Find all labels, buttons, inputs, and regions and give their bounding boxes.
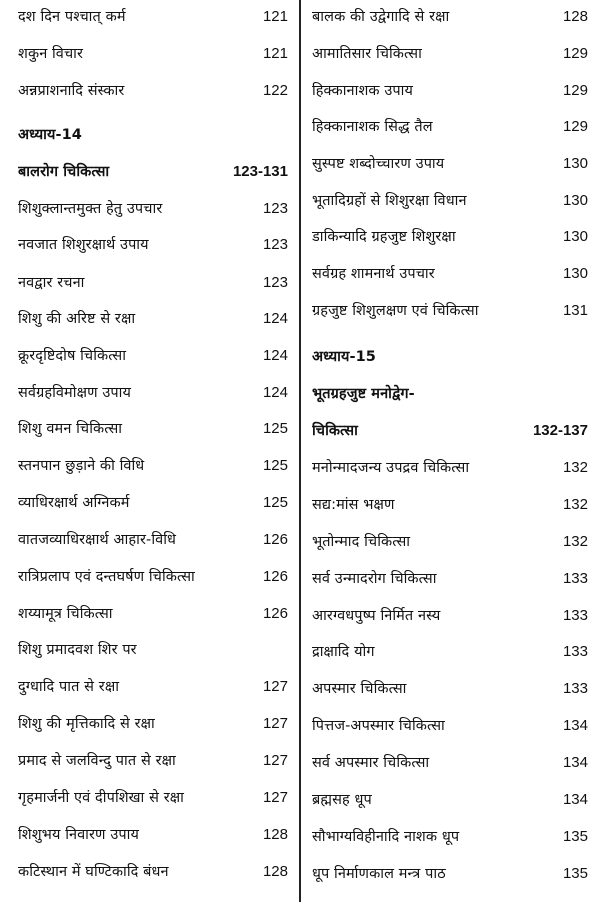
index-entry [18,198,288,218]
entry-page-number: 130 [562,228,588,245]
entry-page-number: 123 [262,200,288,217]
entry-page-number: 129 [562,82,588,99]
entry-title: अध्याय-14 [18,127,83,143]
entry-page-number: 126 [262,568,288,585]
entry-title: स्तनपान छुड़ाने की विधि [18,458,145,474]
entry-page-number: 127 [262,678,288,695]
right-index-column [312,0,588,902]
index-entry [312,752,588,772]
index-entry [312,531,588,551]
index-entry [18,382,288,402]
index-entry [18,861,288,881]
entry-title: प्रमाद से जलविन्दु पात से रक्षा [18,753,176,769]
entry-title: डाकिन्यादि ग्रहजुष्ट शिशुरक्षा [312,229,456,245]
entry-title: शिशुक्लान्तमुक्त हेतु उपचार [18,201,163,217]
entry-page-number: 125 [262,457,288,474]
entry-title: नवद्वार रचना [18,275,85,291]
index-entry [18,345,288,365]
index-entry [312,383,588,403]
index-entry [18,6,288,26]
entry-page-number: 133 [562,643,588,660]
index-entry [18,308,288,328]
entry-page-number: 127 [262,715,288,732]
entry-page-number: 131 [562,302,588,319]
entry-title: क्रूरदृष्टिदोष चिकित्सा [18,348,127,364]
entry-title: वातजव्याधिरक्षार्थ आहार-विधि [18,532,177,548]
entry-title: ब्रह्मसह धूप [312,792,372,808]
entry-title: पित्तज-अपस्मार चिकित्सा [312,718,445,734]
index-entry [312,678,588,698]
entry-title: सर्वग्रहविमोक्षण उपाय [18,385,132,401]
entry-page-number: 134 [562,754,588,771]
entry-page-number: 123 [262,274,288,291]
entry-page-number: 125 [262,420,288,437]
entry-title: रात्रिप्रलाप एवं दन्तघर्षण चिकित्सा [18,569,195,585]
index-entry [18,750,288,770]
entry-title: धूप निर्माणकाल मन्त्र पाठ [312,866,446,882]
entry-page-number: 132 [562,496,588,513]
index-entry [312,80,588,100]
entry-page-number: 123 [262,236,288,253]
entry-title: द्राक्षादि योग [312,644,375,660]
entry-page-number: 127 [262,789,288,806]
entry-page-number: 122 [262,82,288,99]
index-entry [312,789,588,809]
index-entry [312,715,588,735]
index-entry [312,420,588,440]
entry-page-number: 129 [562,45,588,62]
index-entry [312,863,588,883]
entry-page-number: 133 [562,570,588,587]
index-entry [18,418,288,438]
entry-title: नवजात शिशुरक्षार्थ उपाय [18,237,149,253]
entry-title: दश दिन पश्चात् कर्म [18,9,126,25]
entry-title: शिशु वमन चिकित्सा [18,421,123,437]
index-entry [18,824,288,844]
index-entry [18,787,288,807]
index-entry [312,6,588,26]
entry-title: सर्वग्रह शामनार्थ उपचार [312,266,435,282]
entry-title: हिक्कानाशक सिद्ध तैल [312,119,433,135]
entry-page-number: 124 [262,384,288,401]
index-entry [312,568,588,588]
entry-page-number: 129 [562,118,588,135]
entry-title: शकुन विचार [18,46,84,62]
index-entry [18,492,288,512]
index-entry [18,566,288,586]
index-entry [18,713,288,733]
entry-page-number: 124 [262,347,288,364]
entry-title: भूतोन्माद चिकित्सा [312,534,411,550]
entry-title: अपस्मार चिकित्सा [312,681,407,697]
index-entry [312,300,588,320]
entry-title: आमातिसार चिकित्सा [312,46,422,62]
entry-title: कटिस्थान में घण्टिकादि बंधन [18,864,169,880]
entry-title: चिकित्सा [312,423,358,439]
index-entry [312,457,588,477]
entry-page-number: 133 [562,607,588,624]
entry-title: शिशु की अरिष्ट से रक्षा [18,311,136,327]
index-entry [312,605,588,625]
entry-page-number: 133 [562,680,588,697]
chapter-heading [18,124,288,144]
index-entry [18,234,288,254]
entry-title: सुस्पष्ट शब्दोच्चारण उपाय [312,156,445,172]
index-entry [312,153,588,173]
index-entry [18,455,288,475]
index-entry [18,603,288,623]
entry-page-number: 132-137 [532,422,588,439]
index-entry [18,529,288,549]
index-entry [18,676,288,696]
entry-page-number: 126 [262,605,288,622]
entry-page-number: 132 [562,459,588,476]
entry-title: आरग्वधपुष्प निर्मित नस्य [312,608,441,624]
entry-title: दुग्धादि पात से रक्षा [18,679,120,695]
entry-page-number: 126 [262,531,288,548]
entry-page-number: 127 [262,752,288,769]
entry-title: व्याधिरक्षार्थ अग्निकर्म [18,495,130,511]
entry-title: हिक्कानाशक उपाय [312,83,414,99]
entry-page-number: 121 [262,8,288,25]
index-entry [312,494,588,514]
index-entry [18,80,288,100]
entry-title: सौभाग्यविहीनादि नाशक धूप [312,829,460,845]
entry-title: भूतग्रहजुष्ट मनोद्वेग- [312,386,415,402]
index-entry [312,226,588,246]
entry-title: अध्याय-15 [312,349,377,365]
index-entry [312,43,588,63]
index-entry [312,826,588,846]
column-divider [299,0,301,902]
entry-page-number: 128 [562,8,588,25]
entry-title: शिशु प्रमादवश शिर पर [18,642,137,658]
entry-page-number: 134 [562,717,588,734]
entry-title: शय्यामूत्र चिकित्सा [18,606,113,622]
entry-title: सर्व अपस्मार चिकित्सा [312,755,430,771]
entry-title: शिशुभय निवारण उपाय [18,827,139,843]
entry-title: बालक की उद्वेगादि से रक्षा [312,9,450,25]
entry-page-number: 128 [262,826,288,843]
index-entry [312,116,588,136]
entry-page-number: 124 [262,310,288,327]
entry-title: गृहमार्जनी एवं दीपशिखा से रक्षा [18,790,184,806]
entry-title: मनोन्मादजन्य उपद्रव चिकित्सा [312,460,470,476]
entry-title: सर्व उन्मादरोग चिकित्सा [312,571,437,587]
entry-page-number: 121 [262,45,288,62]
entry-page-number: 130 [562,265,588,282]
chapter-heading [312,346,588,366]
entry-title: बालरोग चिकित्सा [18,164,110,180]
entry-title: ग्रहजुष्ट शिशुलक्षण एवं चिकित्सा [312,303,479,319]
index-entry [18,43,288,63]
entry-page-number: 130 [562,155,588,172]
entry-page-number: 135 [562,828,588,845]
entry-page-number: 130 [562,192,588,209]
index-entry [18,639,288,659]
entry-page-number: 132 [562,533,588,550]
entry-title: अन्नप्राशनादि संस्कार [18,83,125,99]
entry-title: सद्य:मांस भक्षण [312,497,395,513]
index-entry [18,272,288,292]
index-entry [312,190,588,210]
index-entry [312,641,588,661]
index-entry [18,161,288,181]
left-index-column [18,0,288,902]
entry-page-number: 128 [262,863,288,880]
entry-title: भूतादिग्रहों से शिशुरक्षा विधान [312,193,467,209]
entry-page-number: 134 [562,791,588,808]
entry-title: शिशु की मृत्तिकादि से रक्षा [18,716,155,732]
entry-page-number: 123-131 [232,163,288,180]
entry-page-number: 135 [562,865,588,882]
index-entry [312,263,588,283]
entry-page-number: 125 [262,494,288,511]
